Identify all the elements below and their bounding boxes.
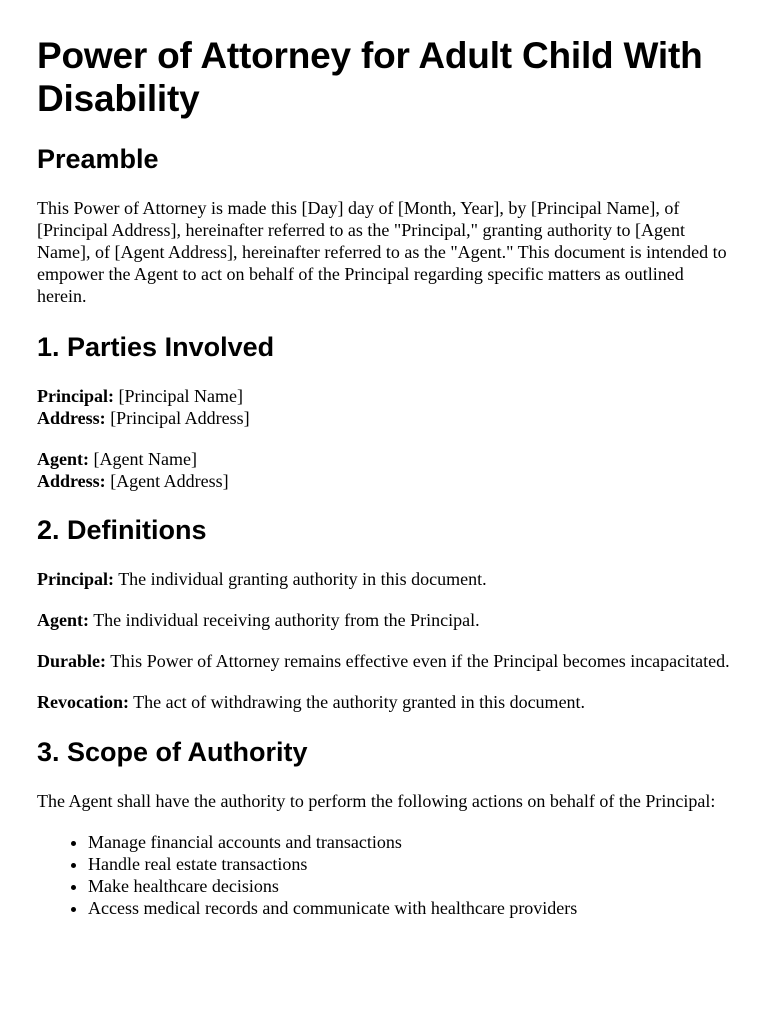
scope-list-item: • Manage financial accounts and transactions (88, 831, 734, 853)
preamble-text: This Power of Attorney is made this [Day] day of [Month, Year], by [Principal Name], of [Principal Address], hereinafter referred to as the "Principal," granting authority to [Agent Name], of [Agent Address], hereinafter referred to as the "Agent." This document is intended to empower the Agent to act on behalf of the Principal regarding specific matters as outlined herein. (37, 198, 727, 306)
parties-heading: 1. Parties Involved (37, 332, 275, 362)
definitions-heading: 2. Definitions (37, 515, 207, 545)
scope-list-item: • Handle real estate transactions (88, 853, 734, 875)
definition-agent (37, 609, 734, 631)
scope-heading: 3. Scope of Authority (37, 737, 308, 767)
agent-value: [Agent Name] (93, 449, 197, 469)
definition-text: The individual receiving authority from the Principal. (93, 610, 480, 630)
scope-list (37, 831, 734, 919)
definition-term: Revocation: (37, 692, 129, 712)
preamble-heading: Preamble (37, 144, 159, 174)
principal-address-value: [Principal Address] (110, 408, 250, 428)
definition-text: This Power of Attorney remains effective even if the Principal becomes incapacitated. (110, 651, 730, 671)
definition-term: Principal: (37, 569, 114, 589)
definition-revocation (37, 691, 734, 713)
scope-list-item: • Access medical records and communicate with healthcare providers (88, 897, 734, 919)
scope-intro: The Agent shall have the authority to perform the following actions on behalf of the Principal: (37, 791, 716, 811)
definition-durable (37, 650, 734, 672)
agent-label: Agent: (37, 449, 89, 469)
agent-address-value: [Agent Address] (110, 471, 229, 491)
principal-address-label: Address: (37, 408, 106, 428)
definition-term: Durable: (37, 651, 106, 671)
principal-value: [Principal Name] (118, 386, 243, 406)
definition-principal (37, 568, 734, 590)
document-title: Power of Attorney for Adult Child With Disability (37, 35, 703, 119)
definition-text: The act of withdrawing the authority granted in this document. (133, 692, 586, 712)
definition-term: Agent: (37, 610, 89, 630)
principal-block (37, 385, 734, 429)
agent-address-label: Address: (37, 471, 106, 491)
definition-text: The individual granting authority in this document. (118, 569, 487, 589)
agent-block (37, 448, 734, 492)
principal-label: Principal: (37, 386, 114, 406)
scope-list-item: • Make healthcare decisions (88, 875, 734, 897)
